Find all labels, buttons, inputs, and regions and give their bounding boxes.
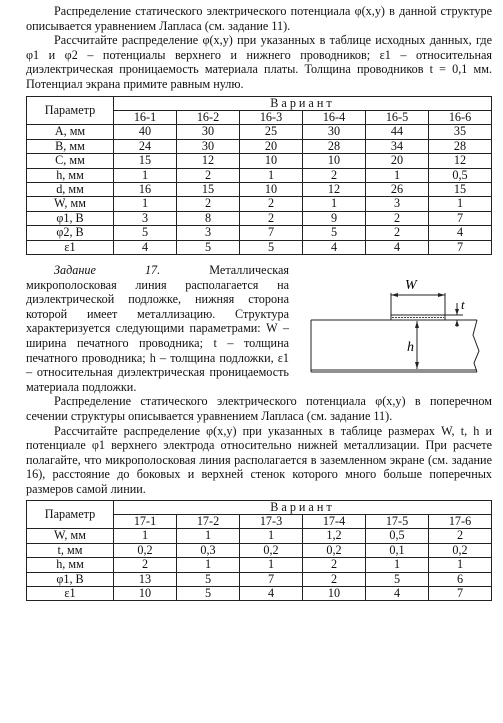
value-cell: 20 xyxy=(366,154,429,168)
table-row xyxy=(27,240,492,254)
param-cell: ε1 xyxy=(27,240,114,254)
table-row xyxy=(27,154,492,168)
value-cell: 20 xyxy=(240,139,303,153)
value-cell: 2 xyxy=(177,168,240,182)
task-17-paragraph-2: Распределение статического электрического потенциала φ(x,y) в поперечном сечении структуры описывается уравнением Лапласа (см. задание 11). xyxy=(26,394,492,423)
table-row xyxy=(27,558,492,572)
variant-column-header: 17-1 xyxy=(114,514,177,528)
value-cell: 5 xyxy=(177,240,240,254)
value-cell: 4 xyxy=(366,586,429,600)
value-cell: 3 xyxy=(114,211,177,225)
table-row xyxy=(27,226,492,240)
variant-column-header: 17-2 xyxy=(177,514,240,528)
param-cell: A, мм xyxy=(27,125,114,139)
param-cell: ε1 xyxy=(27,586,114,600)
value-cell: 16 xyxy=(114,183,177,197)
value-cell: 5 xyxy=(303,226,366,240)
value-cell: 35 xyxy=(429,125,492,139)
param-cell: t, мм xyxy=(27,543,114,557)
value-cell: 0,5 xyxy=(429,168,492,182)
variant-column-header: 16-6 xyxy=(429,110,492,124)
value-cell: 0,2 xyxy=(114,543,177,557)
task-17 xyxy=(26,263,492,497)
value-cell: 12 xyxy=(429,154,492,168)
value-cell: 4 xyxy=(366,240,429,254)
table-row xyxy=(27,197,492,211)
value-cell: 2 xyxy=(177,197,240,211)
value-cell: 10 xyxy=(240,183,303,197)
value-cell: 4 xyxy=(240,586,303,600)
param-cell: B, мм xyxy=(27,139,114,153)
table-row xyxy=(27,125,492,139)
value-cell: 2 xyxy=(303,572,366,586)
param-cell: φ1, В xyxy=(27,572,114,586)
value-cell: 13 xyxy=(114,572,177,586)
value-cell: 30 xyxy=(303,125,366,139)
table-row xyxy=(27,139,492,153)
value-cell: 4 xyxy=(114,240,177,254)
value-cell: 1 xyxy=(366,168,429,182)
value-cell: 1 xyxy=(366,558,429,572)
value-cell: 0,1 xyxy=(366,543,429,557)
value-cell: 4 xyxy=(429,226,492,240)
intro-paragraph-2: Рассчитайте распределение φ(x,y) при указанных в таблице исходных данных, где φ1 и φ2 – потенциалы верхнего и нижнего проводников; ε1 – относительная диэлектрическая проницаемость материала платы. Толщина проводников t = 0,1 мм. Потенциал экрана примите равным нулю. xyxy=(26,33,492,91)
variant-column-header: 16-3 xyxy=(240,110,303,124)
variant-column-header: 17-5 xyxy=(366,514,429,528)
table-row xyxy=(27,529,492,543)
variant-column-header: 16-4 xyxy=(303,110,366,124)
microstrip-figure xyxy=(297,263,492,375)
value-cell: 7 xyxy=(429,211,492,225)
value-cell: 2 xyxy=(366,226,429,240)
value-cell: 3 xyxy=(177,226,240,240)
substrate-break-line xyxy=(473,320,479,372)
value-cell: 0,2 xyxy=(303,543,366,557)
value-cell: 28 xyxy=(303,139,366,153)
value-cell: 44 xyxy=(366,125,429,139)
table-row xyxy=(27,572,492,586)
param-cell: d, мм xyxy=(27,183,114,197)
value-cell: 1 xyxy=(240,558,303,572)
value-cell: 34 xyxy=(366,139,429,153)
value-cell: 10 xyxy=(114,586,177,600)
value-cell: 1 xyxy=(429,197,492,211)
value-cell: 3 xyxy=(366,197,429,211)
value-cell: 5 xyxy=(114,226,177,240)
task-17-title: Задание 17. xyxy=(54,263,161,278)
value-cell: 0,5 xyxy=(366,529,429,543)
variant-column-header: 16-1 xyxy=(114,110,177,124)
value-cell: 30 xyxy=(177,139,240,153)
value-cell: 15 xyxy=(429,183,492,197)
value-cell: 12 xyxy=(303,183,366,197)
value-cell: 0,2 xyxy=(240,543,303,557)
value-cell: 15 xyxy=(114,154,177,168)
table-row xyxy=(27,586,492,600)
value-cell: 2 xyxy=(114,558,177,572)
value-cell: 0,2 xyxy=(429,543,492,557)
value-cell: 1 xyxy=(303,197,366,211)
value-cell: 2 xyxy=(303,558,366,572)
table-row xyxy=(27,543,492,557)
value-cell: 12 xyxy=(177,154,240,168)
value-cell: 1 xyxy=(429,558,492,572)
value-cell: 1 xyxy=(240,529,303,543)
param-cell: φ1, В xyxy=(27,211,114,225)
label-h: h xyxy=(407,340,414,356)
task-17-paragraph-3: Рассчитайте распределение φ(x,y) при указанных в таблице размерах W, t, h и потенциале φ1 верхнего электрода относительно нижней металлизации. При расчете полагайте, что микрополосковая линия располагается в заземленном экране (см. задание 16), расстояние до боковых и верхней стенок которого много больше поперечных размеров самой линии. xyxy=(26,423,492,496)
value-cell: 15 xyxy=(177,183,240,197)
value-cell: 24 xyxy=(114,139,177,153)
param-cell: C, мм xyxy=(27,154,114,168)
value-cell: 10 xyxy=(303,586,366,600)
table-row xyxy=(27,183,492,197)
variant-header: Вариант xyxy=(114,500,492,514)
param-header: Параметр xyxy=(27,96,114,125)
value-cell: 5 xyxy=(177,572,240,586)
variant-header: Вариант xyxy=(114,96,492,110)
value-cell: 1 xyxy=(114,529,177,543)
param-cell: W, мм xyxy=(27,529,114,543)
page xyxy=(26,4,492,601)
value-cell: 5 xyxy=(366,572,429,586)
parameters-table-16 xyxy=(26,96,492,255)
value-cell: 2 xyxy=(429,529,492,543)
value-cell: 7 xyxy=(240,226,303,240)
param-cell: φ2, В xyxy=(27,226,114,240)
label-t: t xyxy=(461,297,465,313)
value-cell: 7 xyxy=(240,572,303,586)
param-cell: h, мм xyxy=(27,558,114,572)
variant-column-header: 17-3 xyxy=(240,514,303,528)
value-cell: 1 xyxy=(114,197,177,211)
value-cell: 2 xyxy=(303,168,366,182)
value-cell: 26 xyxy=(366,183,429,197)
value-cell: 5 xyxy=(177,586,240,600)
value-cell: 7 xyxy=(429,240,492,254)
value-cell: 2 xyxy=(240,197,303,211)
param-header: Параметр xyxy=(27,500,114,529)
value-cell: 1 xyxy=(114,168,177,182)
value-cell: 10 xyxy=(240,154,303,168)
value-cell: 1 xyxy=(177,529,240,543)
value-cell: 1 xyxy=(177,558,240,572)
value-cell: 40 xyxy=(114,125,177,139)
value-cell: 2 xyxy=(240,211,303,225)
value-cell: 1 xyxy=(240,168,303,182)
value-cell: 8 xyxy=(177,211,240,225)
value-cell: 25 xyxy=(240,125,303,139)
value-cell: 1,2 xyxy=(303,529,366,543)
label-w: W xyxy=(405,278,417,294)
value-cell: 2 xyxy=(366,211,429,225)
value-cell: 7 xyxy=(429,586,492,600)
intro-paragraph-1: Распределение статического электрического потенциала φ(x,y) в данной структуре описывается уравнением Лапласа (см. задание 11). xyxy=(26,4,492,33)
value-cell: 0,3 xyxy=(177,543,240,557)
value-cell: 6 xyxy=(429,572,492,586)
variant-column-header: 17-4 xyxy=(303,514,366,528)
value-cell: 28 xyxy=(429,139,492,153)
table-row xyxy=(27,168,492,182)
variant-column-header: 17-6 xyxy=(429,514,492,528)
variant-column-header: 16-5 xyxy=(366,110,429,124)
value-cell: 10 xyxy=(303,154,366,168)
value-cell: 5 xyxy=(240,240,303,254)
param-cell: h, мм xyxy=(27,168,114,182)
table-row xyxy=(27,211,492,225)
variant-column-header: 16-2 xyxy=(177,110,240,124)
value-cell: 30 xyxy=(177,125,240,139)
task-17-description: Металлическая микрополосковая линия располагается на диэлектрической подложке, нижняя сторона которой имеет металлизацию. Структура характеризуется следующими параметрами: W – ширина печатного проводника; t – толщина печатного проводника; h – толщина подложки, ε1 – относительная диэлектрическая проницаемость материала подложки. xyxy=(26,263,290,394)
param-cell: W, мм xyxy=(27,197,114,211)
parameters-table-17 xyxy=(26,500,492,602)
value-cell: 9 xyxy=(303,211,366,225)
value-cell: 4 xyxy=(303,240,366,254)
